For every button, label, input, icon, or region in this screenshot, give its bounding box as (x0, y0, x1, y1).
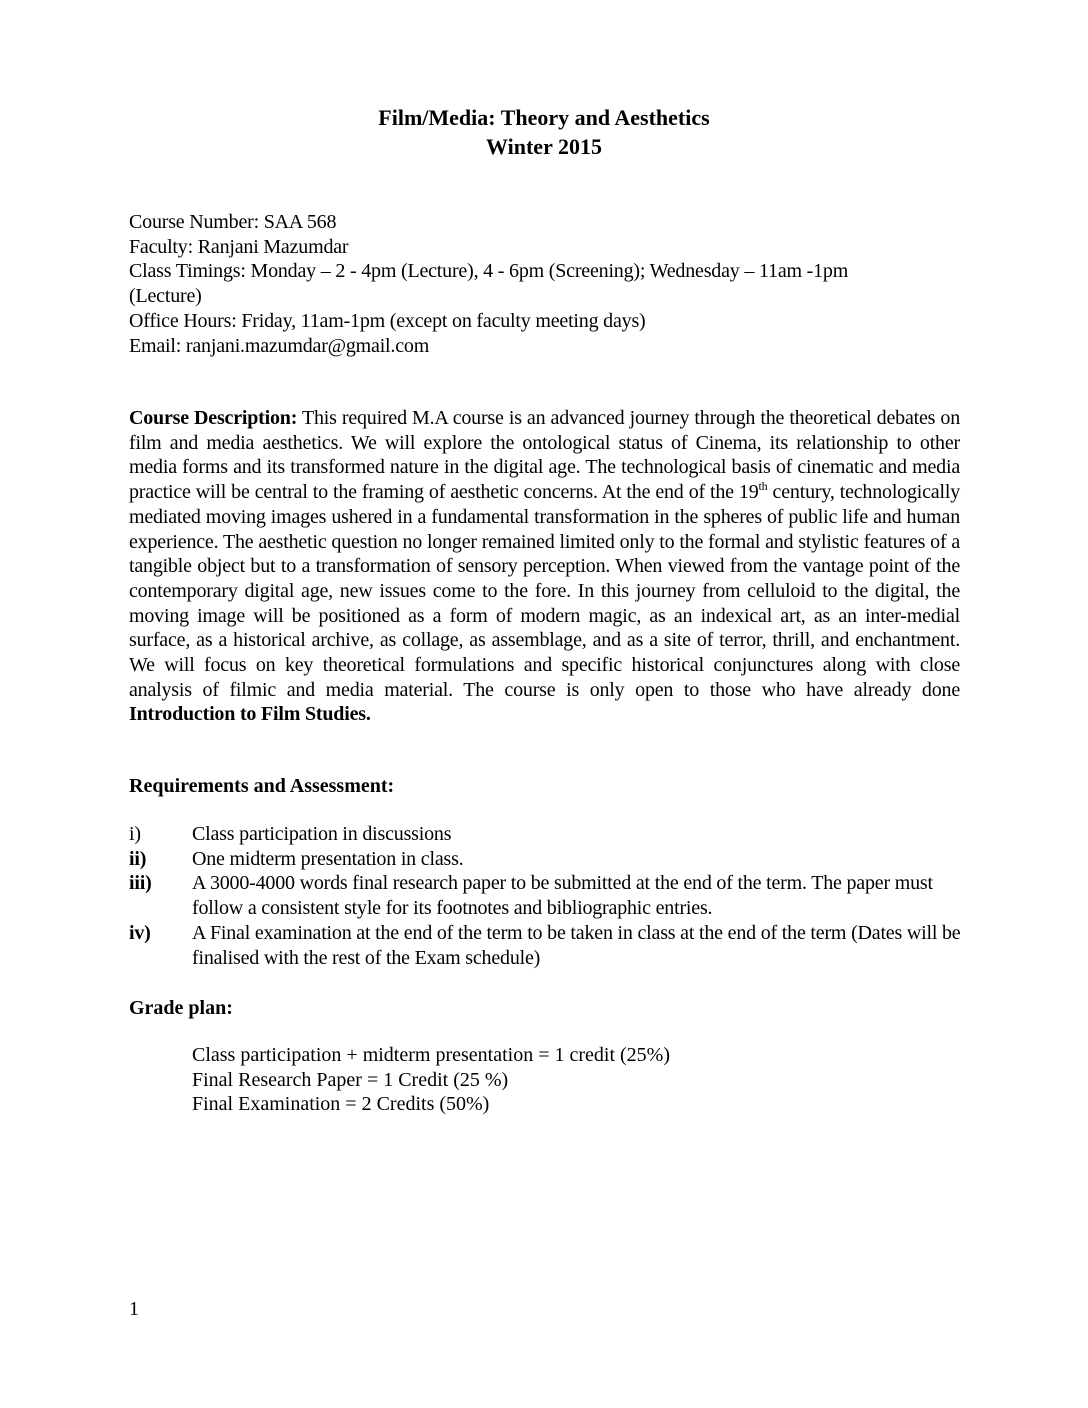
grade-plan-item: Class participation + midterm presentation = 1 credit (25%) (192, 1044, 670, 1066)
email: Email: ranjani.mazumdar@gmail.com (129, 334, 430, 357)
ordinal-superscript: th (758, 479, 768, 494)
course-description-label: Course Description: (129, 407, 298, 429)
course-info (129, 210, 959, 358)
course-description-text-2: century, technologically mediated moving images ushered in a fundamental transformation in the spheres of public life and human experience. The aesthetic question no longer remained limited only to the formal and stylistic features of a tangible object but to a transformation of sensory perception. When viewed from the vantage point of the contemporary digital age, new issues come to the fore. In this journey from celluloid to the digital, the moving image will be positioned as a form of modern magic, as an indexical art, as an inter-medial surface, as a historical archive, as collage, as assemblage, and as a site of terror, thrill, and enchantment. We will focus on key theoretical formulations and specific historical conjunctures along with close analysis of filmic and media material. The course is only open to those who have already done (129, 481, 961, 701)
class-timings: Class Timings: Monday – 2 - 4pm (Lecture), 4 - 6pm (Screening); Wednesday – 11am -1pm (129, 260, 849, 283)
requirement-text: A 3000-4000 words final research paper to be submitted at the end of the term. The paper must follow a consistent style for its footnotes and bibliographic entries. (192, 872, 933, 920)
grade-plan-item: Final Research Paper = 1 Credit (25 %) (192, 1068, 509, 1091)
course-number: Course Number: SAA 568 (129, 211, 337, 233)
requirement-item (129, 871, 969, 920)
requirement-number: ii) (129, 847, 147, 870)
course-description-text-1: This required M.A course is an advanced journey through the theoretical debates on film and media aesthetics. We will explore the ontological status of Cinema, its relationship to other media forms and its transformed nature in the digital age. The technological basis of cinematic and media practice will be central to the framing of aesthetic concerns. At the end of the 19 (129, 407, 960, 504)
requirement-number: i) (129, 823, 141, 845)
faculty: Faculty: Ranjani Mazumdar (129, 235, 349, 258)
requirement-number: iv) (129, 921, 151, 944)
grade-plan-item: Final Examination = 2 Credits (50%) (192, 1093, 490, 1116)
grade-plan-heading: Grade plan: (129, 997, 233, 1019)
course-term: Winter 2015 (486, 134, 602, 159)
document-title-block (0, 103, 1088, 161)
requirement-text: A Final examination at the end of the term to be taken in class at the end of the term (Dates will be finalised with the rest of the Exam schedule) (192, 921, 961, 969)
course-title: Film/Media: Theory and Aesthetics (378, 105, 710, 130)
requirement-item (129, 822, 969, 847)
prerequisite-course: Introduction to Film Studies. (129, 703, 371, 726)
class-timings-continued: (Lecture) (129, 285, 202, 308)
requirement-item (129, 847, 969, 872)
requirement-text: One midterm presentation in class. (192, 847, 464, 870)
requirements-heading: Requirements and Assessment: (129, 775, 395, 797)
grade-plan-list (192, 1043, 670, 1117)
requirement-text: Class participation in discussions (192, 823, 452, 845)
course-description (129, 406, 960, 727)
page-number: 1 (129, 1298, 139, 1320)
requirement-number: iii) (129, 872, 152, 895)
requirement-item (129, 921, 969, 970)
office-hours: Office Hours: Friday, 11am-1pm (except on faculty meeting days) (129, 309, 646, 332)
requirements-list (129, 822, 969, 970)
